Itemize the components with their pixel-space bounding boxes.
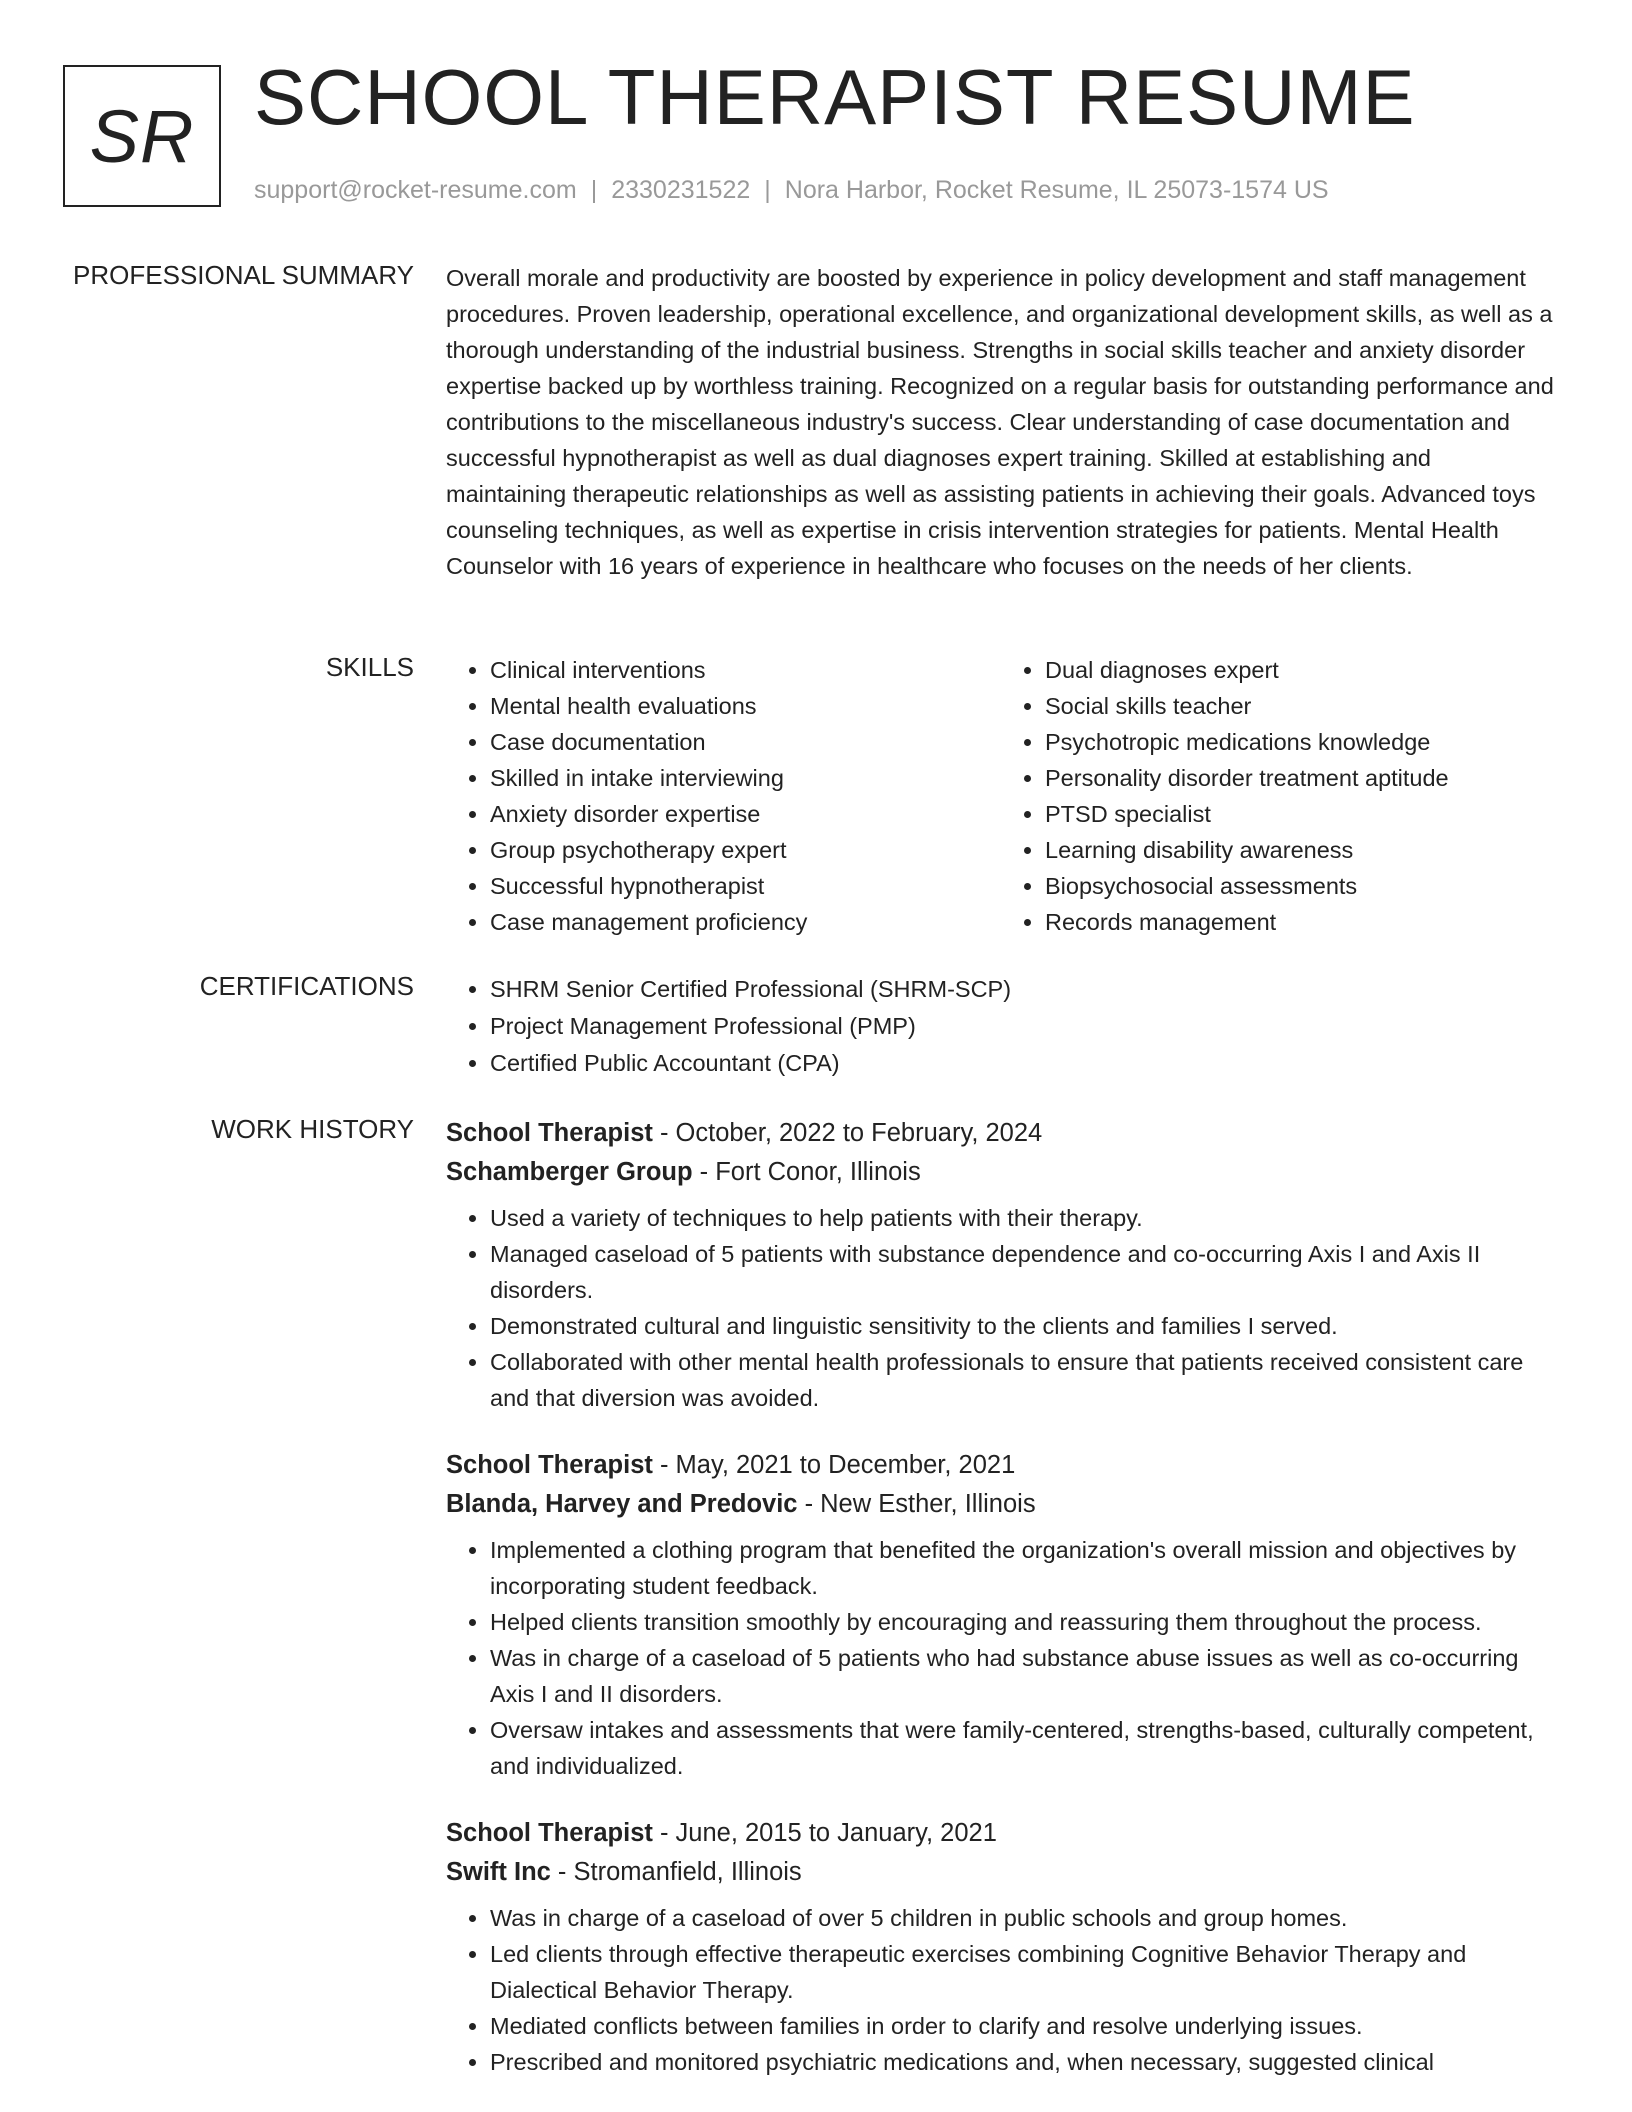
skill-item: • Mental health evaluations	[490, 688, 1001, 724]
job-title-line	[446, 1814, 1556, 1852]
job-bullet: • Mediated conflicts between families in order to clarify and resolve underlying issues.	[490, 2008, 1556, 2044]
job-title-line	[446, 1446, 1556, 1484]
job-company-line	[446, 1484, 1556, 1524]
section-label-certifications: CERTIFICATIONS	[199, 971, 414, 1001]
job-company: Swift Inc	[446, 1858, 551, 1886]
skill-item: • Clinical interventions	[490, 652, 1001, 688]
skill-item: • Case documentation	[490, 724, 1001, 760]
job-entry	[446, 1114, 1556, 1416]
job-title: School Therapist	[446, 1819, 653, 1847]
skill-item: • Psychotropic medications knowledge	[1045, 724, 1556, 760]
job-entry	[446, 1814, 1556, 2080]
job-company-line	[446, 1152, 1556, 1192]
job-entry	[446, 1446, 1556, 1784]
certifications-list	[446, 971, 1556, 1082]
job-title: School Therapist	[446, 1119, 653, 1147]
job-bullet: • Demonstrated cultural and linguistic sensitivity to the clients and families I served.	[490, 1308, 1556, 1344]
job-bullet: • Was in charge of a caseload of over 5 children in public schools and group homes.	[490, 1900, 1556, 1936]
work-history-body	[446, 1114, 1556, 2080]
job-bullets	[446, 1200, 1556, 1416]
contact-email[interactable]: support@rocket-resume.com	[254, 176, 577, 204]
job-location: - Fort Conor, Illinois	[692, 1158, 921, 1186]
job-bullet: • Led clients through effective therapeutic exercises combining Cognitive Behavior Therapy and Dialectical Behavior Therapy.	[490, 1936, 1556, 2008]
job-dates: - June, 2015 to January, 2021	[652, 1819, 997, 1847]
job-bullets	[446, 1532, 1556, 1784]
certification-item: • Project Management Professional (PMP)	[490, 1008, 1556, 1045]
skill-item: • Group psychotherapy expert	[490, 832, 1001, 868]
contact-separator: |	[590, 176, 598, 204]
job-company: Schamberger Group	[446, 1158, 693, 1186]
contact-line	[254, 176, 1329, 205]
job-company-line	[446, 1852, 1556, 1892]
summary-text: Overall morale and productivity are boosted by experience in policy development and staff management procedures. Proven leadership, operational excellence, and organizational development skills, as well as a thorough understanding of the industrial business. Strengths in social skills teacher and anxiety disorder expertise backed up by worthless training. Recognized on a regular basis for outstanding performance and contributions to the miscellaneous industry's success. Clear understanding of case documentation and successful hypnotherapist as well as dual diagnoses expert training. Skilled at establishing and maintaining therapeutic relationships as well as assisting patients in achieving their goals. Advanced toys counseling techniques, as well as expertise in crisis intervention strategies for patients. Mental Health Counselor with 16 years of experience in healthcare who focuses on the needs of her clients.	[446, 265, 1554, 579]
monogram: SR	[63, 65, 221, 207]
skills-list-left	[446, 652, 1001, 940]
job-title: School Therapist	[446, 1451, 653, 1479]
skill-item: • Skilled in intake interviewing	[490, 760, 1001, 796]
job-bullet: • Implemented a clothing program that benefited the organization's overall mission and objectives by incorporating student feedback.	[490, 1532, 1556, 1604]
certifications-body	[446, 971, 1556, 1082]
job-location: - New Esther, Illinois	[797, 1490, 1036, 1518]
resume-title: SCHOOL THERAPIST RESUME	[254, 53, 1416, 141]
skill-item: • PTSD specialist	[1045, 796, 1556, 832]
job-bullet: • Helped clients transition smoothly by encouraging and reassuring them throughout the process.	[490, 1604, 1556, 1640]
section-label-work-history: WORK HISTORY	[211, 1114, 414, 1144]
contact-separator: |	[764, 176, 771, 204]
job-dates: - May, 2021 to December, 2021	[652, 1451, 1016, 1479]
certification-item: • Certified Public Accountant (CPA)	[490, 1045, 1556, 1082]
job-bullet: • Oversaw intakes and assessments that were family-centered, strengths-based, culturally competent, and individualized.	[490, 1712, 1556, 1784]
job-location: - Stromanfield, Illinois	[550, 1858, 802, 1886]
contact-phone[interactable]: 2330231522	[611, 176, 751, 204]
skill-item: • Successful hypnotherapist	[490, 868, 1001, 904]
summary-body	[446, 260, 1556, 584]
skill-item: • Personality disorder treatment aptitude	[1045, 760, 1556, 796]
job-bullets	[446, 1900, 1556, 2080]
section-label-summary: PROFESSIONAL SUMMARY	[73, 260, 414, 290]
skill-item: • Dual diagnoses expert	[1045, 652, 1556, 688]
contact-address: Nora Harbor, Rocket Resume, IL 25073-1574 US	[784, 176, 1329, 204]
skill-item: • Case management proficiency	[490, 904, 1001, 940]
job-bullet: • Collaborated with other mental health professionals to ensure that patients received consistent care and that diversion was avoided.	[490, 1344, 1556, 1416]
job-bullet: • Used a variety of techniques to help patients with their therapy.	[490, 1200, 1556, 1236]
job-bullet: • Managed caseload of 5 patients with substance dependence and co-occurring Axis I and Axis II disorders.	[490, 1236, 1556, 1308]
skill-item: • Social skills teacher	[1045, 688, 1556, 724]
job-bullet: • Was in charge of a caseload of 5 patients who had substance abuse issues as well as co-occurring Axis I and II disorders.	[490, 1640, 1556, 1712]
job-dates: - October, 2022 to February, 2024	[652, 1119, 1043, 1147]
skills-list-right	[1001, 652, 1556, 940]
job-bullet: • Prescribed and monitored psychiatric medications and, when necessary, suggested clinical	[490, 2044, 1556, 2080]
job-title-line	[446, 1114, 1556, 1152]
skills-body	[446, 652, 1556, 940]
job-company: Blanda, Harvey and Predovic	[446, 1490, 798, 1518]
section-label-skills: SKILLS	[325, 652, 414, 682]
skill-item: • Anxiety disorder expertise	[490, 796, 1001, 832]
certification-item: • SHRM Senior Certified Professional (SHRM-SCP)	[490, 971, 1556, 1008]
skill-item: • Records management	[1045, 904, 1556, 940]
skill-item: • Learning disability awareness	[1045, 832, 1556, 868]
skill-item: • Biopsychosocial assessments	[1045, 868, 1556, 904]
